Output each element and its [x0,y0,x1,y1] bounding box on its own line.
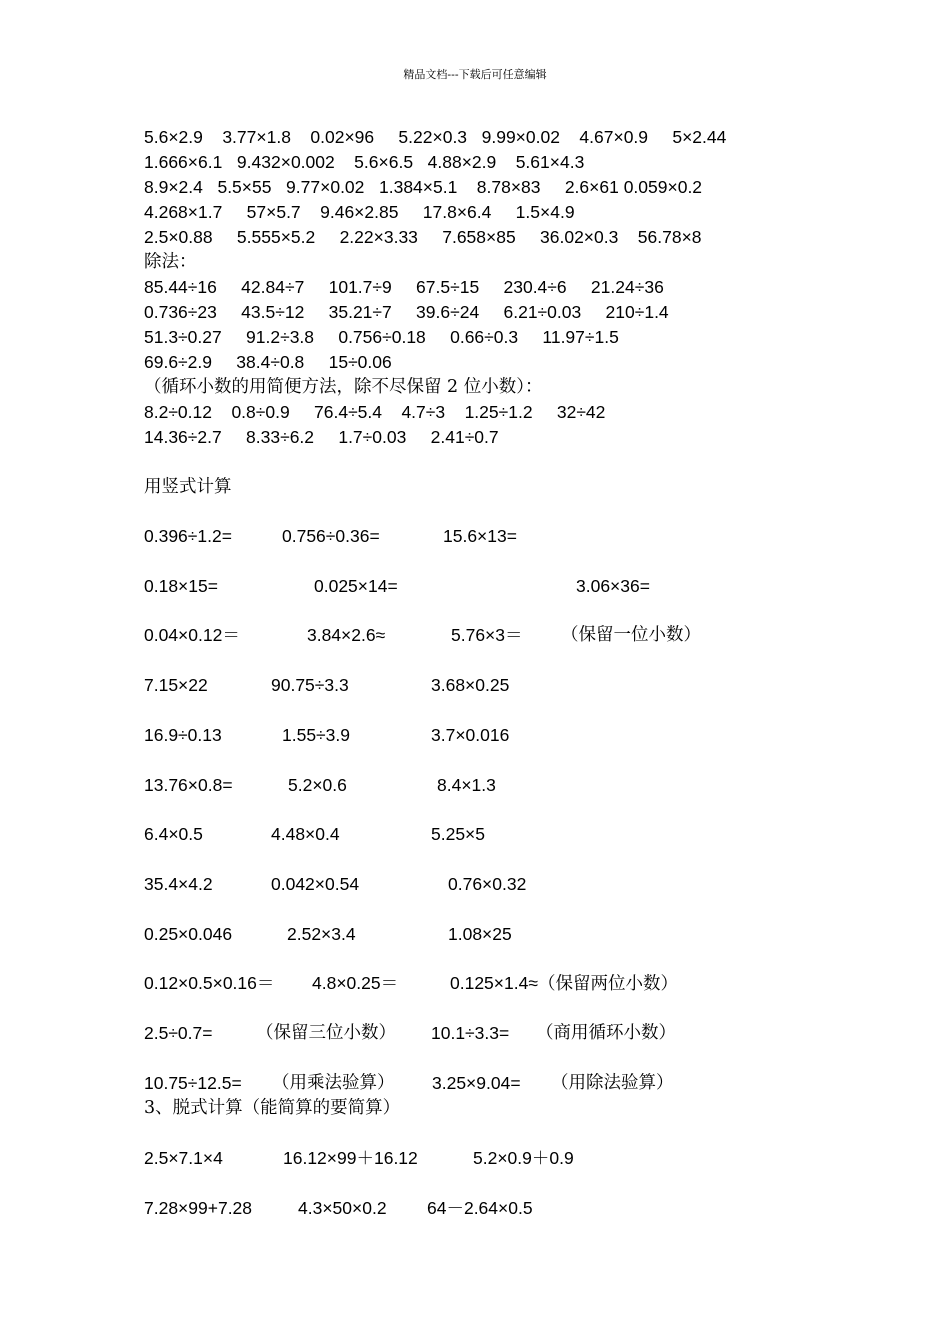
problem: 16.9÷0.13 [144,725,222,745]
problem: 10.75÷12.5= [144,1073,242,1093]
problem: 35.4×4.2 [144,874,213,894]
problem: 2.5×7.1×4 [144,1148,223,1168]
problem: 3.06×36= [576,576,650,596]
problem: 8.4×1.3 [437,775,496,795]
problem: 90.75÷3.3 [271,675,349,695]
problem: 5.2×0.6 [288,775,347,795]
problem: 0.18×15= [144,576,218,596]
problem: 0.756÷0.36= [282,526,380,546]
problem: 5.76×3＝ [451,625,523,645]
multiplication-line: 8.9×2.4 5.5×55 9.77×0.02 1.384×5.1 8.78×83 2.6×61 0.059×0.2 [144,177,703,197]
problem: 4.3×50×0.2 [298,1198,387,1218]
problem: 7.15×22 [144,675,208,695]
instruction-note: （保留一位小数） [561,625,701,645]
problem: 3.84×2.6≈ [307,625,386,645]
problem: 4.8×0.25＝ [312,973,399,993]
problem: 1.55÷3.9 [282,725,350,745]
recurring-note: （循环小数的用简便方法，除不尽保留 2 位小数）： [144,377,543,397]
multiplication-line: 1.666×6.1 9.432×0.002 5.6×6.5 4.88×2.9 5.61×4.3 [144,152,585,172]
problem: 3.68×0.25 [431,675,510,695]
problem: 0.12×0.5×0.16＝ [144,973,275,993]
problem: 4.48×0.4 [271,824,340,844]
recurring-line: 8.2÷0.12 0.8÷0.9 76.4÷5.4 4.7÷3 1.25÷1.2 32÷42 [144,402,606,422]
multiplication-line: 2.5×0.88 5.555×5.2 2.22×3.33 7.658×85 36.02×0.3 56.78×8 [144,227,702,247]
problem: 0.76×0.32 [448,874,527,894]
division-line: 85.44÷16 42.84÷7 101.7÷9 67.5÷15 230.4÷6 21.24÷36 [144,277,664,297]
recurring-line: 14.36÷2.7 8.33÷6.2 1.7÷0.03 2.41÷0.7 [144,427,499,447]
problem: 6.4×0.5 [144,824,203,844]
problem: 0.25×0.046 [144,924,233,944]
problem: 0.396÷1.2= [144,526,232,546]
multiplication-line: 5.6×2.9 3.77×1.8 0.02×96 5.22×0.3 9.99×0.02 4.67×0.9 5×2.44 [144,127,727,147]
instruction-note: （商用循环小数） [536,1023,676,1043]
division-label: 除法： [144,252,197,272]
problem: 16.12×99＋16.12 [283,1148,418,1168]
page-header: 精品文档---下载后可任意编辑 [403,68,547,81]
problem: 1.08×25 [448,924,512,944]
problem: 13.76×0.8= [144,775,233,795]
problem: 5.25×5 [431,824,486,844]
division-line: 0.736÷23 43.5÷12 35.21÷7 39.6÷24 6.21÷0.03 210÷1.4 [144,302,669,322]
problem: 0.04×0.12＝ [144,625,240,645]
problem: 3.7×0.016 [431,725,510,745]
problem: 64－2.64×0.5 [427,1198,533,1218]
problem: 3.25×9.04= [432,1073,521,1093]
instruction-note: （保留三位小数） [256,1023,396,1043]
problem: 5.2×0.9＋0.9 [473,1148,574,1168]
problem: 0.125×1.4≈（保留两位小数） [450,973,678,993]
instruction-note: （用除法验算） [551,1073,674,1093]
division-line: 51.3÷0.27 91.2÷3.8 0.756÷0.18 0.66÷0.3 11.97÷1.5 [144,327,619,347]
problem: 0.042×0.54 [271,874,360,894]
division-line: 69.6÷2.9 38.4÷0.8 15÷0.06 [144,352,392,372]
instruction-note: （用乘法验算） [272,1073,395,1093]
vertical-section-title: 用竖式计算 [144,477,232,497]
section3-title: 3、脱式计算（能简算的要简算） [144,1098,401,1118]
problem: 0.025×14= [314,576,398,596]
multiplication-line: 4.268×1.7 57×5.7 9.46×2.85 17.8×6.4 1.5×4.9 [144,202,575,222]
problem: 2.5÷0.7= [144,1023,213,1043]
problem: 7.28×99+7.28 [144,1198,253,1218]
problem: 15.6×13= [443,526,517,546]
problem: 2.52×3.4 [287,924,356,944]
problem: 10.1÷3.3= [431,1023,510,1043]
